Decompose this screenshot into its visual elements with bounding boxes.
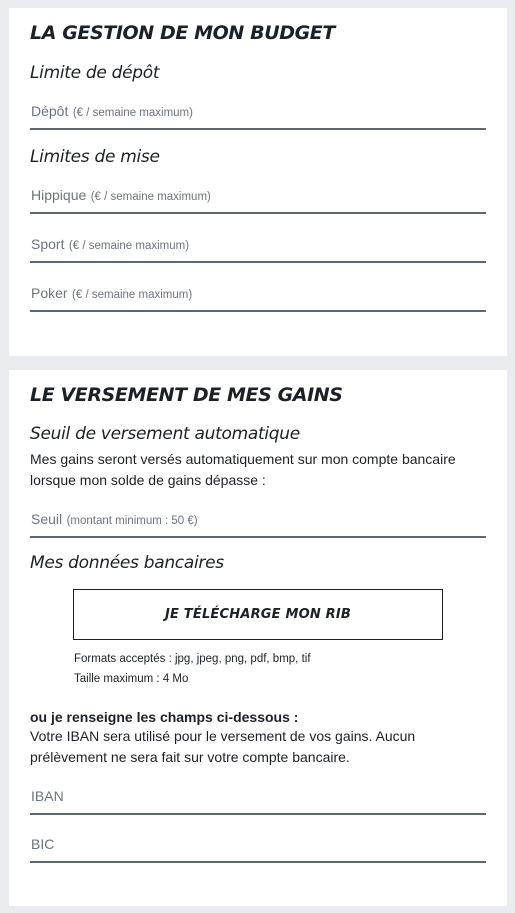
sport-field-label: Sport [31, 236, 65, 252]
bic-field-label: BIC [31, 836, 55, 852]
poker-field-hint: (€ / semaine maximum) [72, 289, 193, 301]
threshold-input[interactable] [30, 508, 486, 536]
bic-field[interactable] [30, 833, 486, 863]
gains-card [9, 370, 507, 906]
iban-field-label: IBAN [31, 788, 64, 804]
poker-input[interactable] [30, 282, 486, 310]
deposit-field[interactable] [30, 100, 486, 130]
bic-input[interactable] [30, 833, 486, 861]
deposit-input[interactable] [30, 100, 486, 128]
hippique-field-label: Hippique [31, 187, 87, 203]
or-fill-fields-text: ou je renseigne les champs ci-dessous : [30, 709, 299, 725]
hippique-field[interactable] [30, 184, 486, 214]
threshold-description: Mes gains seront versés automatiquement sur mon compte bancaire lorsque mon solde de gains dépasse : [30, 451, 456, 488]
deposit-limit-heading: Limite de dépôt [30, 63, 160, 83]
iban-field[interactable] [30, 785, 486, 815]
bank-data-heading: Mes données bancaires [30, 553, 224, 573]
max-size-text: Taille maximum : 4 Mo [74, 673, 189, 685]
hippique-field-hint: (€ / semaine maximum) [90, 191, 211, 203]
sport-field[interactable] [30, 233, 486, 263]
poker-field[interactable] [30, 282, 486, 312]
budget-section-title: LA GESTION DE MON BUDGET [30, 22, 335, 44]
iban-input[interactable] [30, 785, 486, 813]
sport-field-hint: (€ / semaine maximum) [68, 240, 190, 252]
poker-field-label: Poker [31, 285, 68, 301]
accepted-formats-text: Formats acceptés : jpg, jpeg, png, pdf, bmp, tif [74, 653, 311, 665]
threshold-field-label: Seuil [31, 511, 63, 527]
upload-rib-button[interactable]: JE TÉLÉCHARGE MON RIB [73, 589, 443, 640]
deposit-field-hint: (€ / semaine maximum) [72, 107, 193, 119]
threshold-field[interactable] [30, 508, 486, 538]
iban-notice-text: Votre IBAN sera utilisé pour le versement de vos gains. Aucun prélèvement ne sera fait sur votre compte bancaire. [30, 728, 416, 765]
gains-section-title: LE VERSEMENT DE MES GAINS [30, 384, 343, 406]
threshold-field-hint: (montant minimum : 50 €) [66, 515, 198, 527]
budget-card [9, 8, 507, 356]
bet-limits-heading: Limites de mise [30, 147, 160, 167]
hippique-input[interactable] [30, 184, 486, 212]
deposit-field-label: Dépôt [31, 103, 69, 119]
threshold-heading: Seuil de versement automatique [30, 424, 300, 444]
sport-input[interactable] [30, 233, 486, 261]
